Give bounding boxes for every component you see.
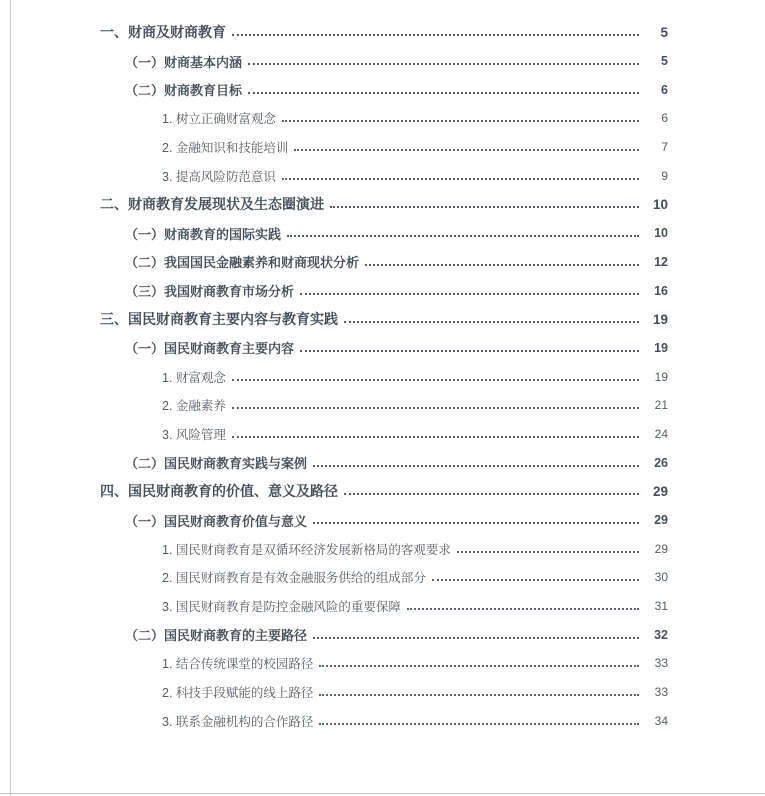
toc-entry[interactable] [100,133,668,162]
toc-entry-label: 2. 科技手段赋能的线上路径 [162,686,314,701]
toc-entry[interactable] [100,104,668,133]
toc-page-number: 26 [654,455,668,470]
dot-leader [313,465,639,467]
dot-leader [300,350,639,352]
dot-leader [282,178,639,180]
toc-page-number: 5 [660,24,668,40]
toc-entry[interactable] [100,563,668,592]
toc-entry[interactable] [100,620,668,649]
toc-entry[interactable] [100,420,668,449]
toc-entry[interactable] [100,678,668,707]
toc-entry[interactable] [100,219,668,248]
dot-leader [232,379,639,381]
toc-entry-label: （一）财商基本内涵 [125,54,243,70]
toc-page-number: 29 [654,513,668,528]
toc-entry[interactable] [100,477,668,506]
dot-leader [232,407,639,409]
toc-entry[interactable] [100,161,668,190]
toc-page-number: 29 [652,483,668,499]
toc-page-number: 16 [654,283,668,298]
dot-leader [432,579,639,581]
dot-leader [282,120,639,122]
dot-leader [319,723,639,725]
toc-page-number: 21 [654,398,668,413]
toc-page-number: 10 [652,196,668,212]
toc-entry-label: 1. 树立正确财富观念 [162,112,276,127]
toc-entry[interactable] [100,190,668,219]
toc-page-number: 19 [654,340,668,355]
dot-leader [232,34,639,36]
toc-entry[interactable] [100,276,668,305]
toc-entry-label: 3. 国民财商教育是防控金融风险的重要保障 [162,600,401,615]
toc-page-number: 7 [661,140,668,155]
toc-entry[interactable] [100,47,668,76]
dot-leader [248,63,639,65]
toc-entry[interactable] [100,707,668,736]
toc-page-number: 30 [654,570,668,585]
toc-entry-label: 2. 金融素养 [162,399,226,414]
dot-leader [287,235,639,237]
toc-entry-label: 一、财商及财商教育 [100,24,226,41]
toc-entry-label: 四、国民财商教育的价值、意义及路径 [100,483,338,500]
page-left-edge-line [10,0,11,796]
toc-entry-label: 1. 财富观念 [162,370,226,385]
toc-entry[interactable] [100,448,668,477]
dot-leader [300,293,639,295]
toc-entry-label: （三）我国财商教育市场分析 [125,284,295,300]
toc-page-number: 32 [654,627,668,642]
toc-page-number: 31 [654,599,668,614]
toc-entry-label: 1. 国民财商教育是双循环经济发展新格局的客观要求 [162,542,451,557]
toc-entry-label: （二）国民财商教育实践与案例 [125,456,308,472]
toc-page-number: 6 [661,82,668,97]
toc-page-number: 10 [654,226,668,241]
toc-entry[interactable] [100,248,668,277]
toc-page-number: 33 [654,656,668,671]
dot-leader [248,92,639,94]
toc-entry[interactable] [100,391,668,420]
toc-entry[interactable] [100,592,668,621]
table-of-contents [100,18,668,735]
toc-page-number: 9 [661,168,668,183]
toc-entry-label: 二、财商教育发展现状及生态圈演进 [100,196,324,213]
dot-leader [344,493,639,495]
toc-entry[interactable] [100,506,668,535]
dot-leader [407,608,639,610]
toc-page-number: 5 [661,54,668,69]
toc-entry-label: （二）财商教育目标 [125,83,243,99]
toc-entry-label: 三、国民财商教育主要内容与教育实践 [100,311,338,328]
dot-leader [457,551,639,553]
toc-entry[interactable] [100,75,668,104]
dot-leader [365,264,639,266]
toc-entry[interactable] [100,334,668,363]
toc-page-number: 12 [654,254,668,269]
toc-entry-label: 3. 提高风险防范意识 [162,169,276,184]
dot-leader [232,436,639,438]
toc-entry-label: 2. 国民财商教育是有效金融服务供给的组成部分 [162,571,426,586]
toc-entry-label: 3. 联系金融机构的合作路径 [162,714,314,729]
toc-page-number: 24 [654,426,668,441]
dot-leader [319,694,639,696]
toc-entry[interactable] [100,305,668,334]
dot-leader [313,637,639,639]
dot-leader [330,206,639,208]
toc-entry[interactable] [100,534,668,563]
toc-entry[interactable] [100,649,668,678]
toc-entry-label: （一）国民财商教育价值与意义 [125,513,308,529]
dot-leader [313,522,639,524]
toc-entry-label: （一）国民财商教育主要内容 [125,341,295,357]
toc-entry[interactable] [100,18,668,47]
dot-leader [344,321,639,323]
page-bottom-edge-line [0,793,765,794]
toc-entry-label: （二）我国国民金融素养和财商现状分析 [125,255,360,271]
toc-page-number: 19 [652,311,668,327]
toc-entry-label: （一）财商教育的国际实践 [125,226,282,242]
toc-entry[interactable] [100,362,668,391]
toc-entry-label: 1. 结合传统课堂的校园路径 [162,657,314,672]
toc-page-number: 34 [654,713,668,728]
dot-leader [319,665,639,667]
toc-entry-label: 2. 金融知识和技能培训 [162,141,289,156]
toc-page-number: 19 [654,369,668,384]
toc-page-number: 33 [654,685,668,700]
toc-entry-label: （二）国民财商教育的主要路径 [125,628,308,644]
toc-page-number: 6 [661,111,668,126]
dot-leader [294,149,639,151]
toc-page-number: 29 [654,541,668,556]
toc-entry-label: 3. 风险管理 [162,427,226,442]
